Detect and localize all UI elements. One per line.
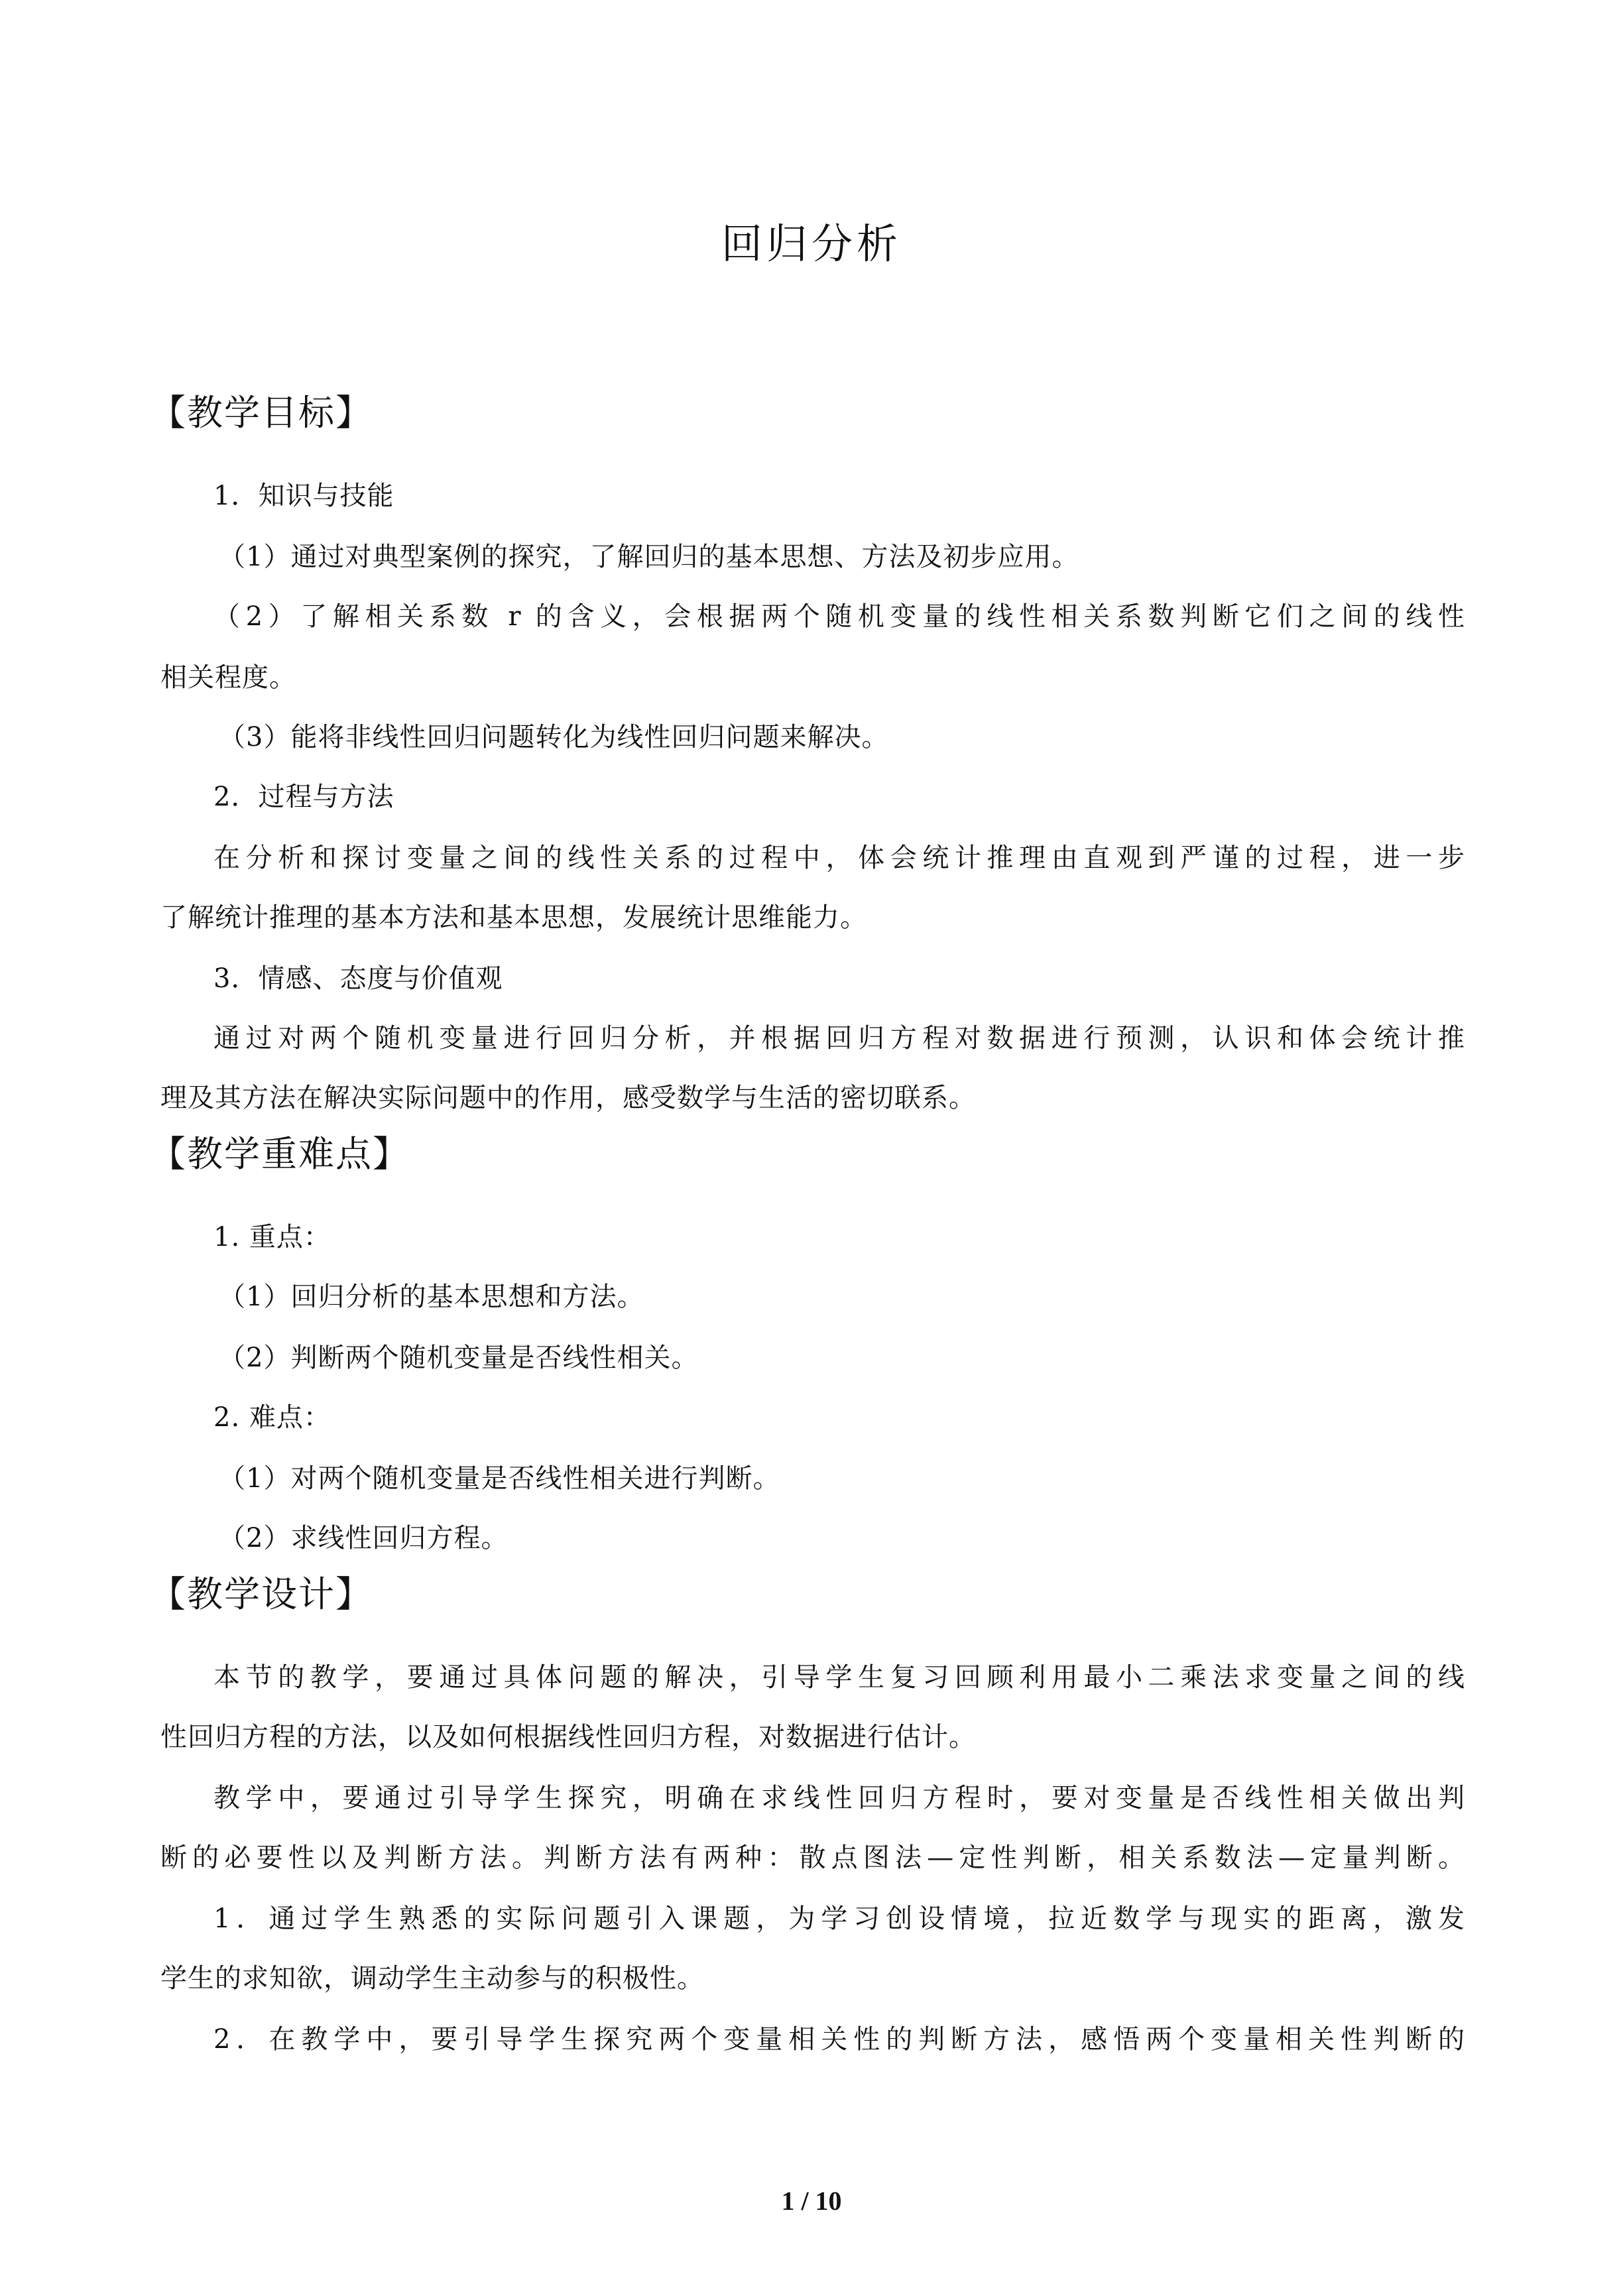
objectives-line: 1．知识与技能	[213, 481, 394, 511]
design-line: 本节的教学，要通过具体问题的解决，引导学生复习回顾利用最小二乘法求变量之间的线	[213, 1662, 1465, 1693]
section-heading-design: 【教学设计】	[150, 1573, 373, 1615]
objectives-line: （1）通过对典型案例的探究，了解回归的基本思想、方法及初步应用。	[219, 542, 1079, 572]
section-heading-objectives: 【教学目标】	[150, 392, 373, 434]
design-line: 1．通过学生熟悉的实际问题引入课题，为学习创设情境，拉近数学与现实的距离，激发	[213, 1903, 1465, 1934]
objectives-line: 了解统计推理的基本方法和基本思想，发展统计思维能力。	[160, 902, 867, 933]
key-points-line: （2）求线性回归方程。	[219, 1523, 509, 1553]
key-points-line: （2）判断两个随机变量是否线性相关。	[219, 1343, 699, 1373]
key-points-line: 1. 重点：	[213, 1222, 331, 1252]
section-heading-key-points: 【教学重难点】	[150, 1133, 410, 1175]
objectives-line: 通过对两个随机变量进行回归分析，并根据回归方程对数据进行预测，认识和体会统计推	[213, 1023, 1465, 1054]
objectives-line: （3）能将非线性回归问题转化为线性回归问题来解决。	[219, 722, 889, 753]
design-line: 教学中，要通过引导学生探究，明确在求线性回归方程时，要对变量是否线性相关做出判	[213, 1783, 1465, 1813]
key-points-line: 2. 难点：	[213, 1402, 331, 1433]
objectives-line: 在分析和探讨变量之间的线性关系的过程中，体会统计推理由直观到严谨的过程，进一步	[213, 843, 1465, 873]
objectives-line: 理及其方法在解决实际问题中的作用，感受数学与生活的密切联系。	[160, 1083, 976, 1113]
page-title: 回归分析	[721, 219, 902, 268]
objectives-line: 相关程度。	[160, 662, 296, 693]
key-points-line: （1）对两个随机变量是否线性相关进行判断。	[219, 1463, 780, 1494]
objectives-line: （2）了解相关系数 r 的含义，会根据两个随机变量的线性相关系数判断它们之间的线性	[213, 601, 1465, 632]
key-points-line: （1）回归分析的基本思想和方法。	[219, 1282, 644, 1312]
design-line: 性回归方程的方法，以及如何根据线性回归方程，对数据进行估计。	[160, 1722, 976, 1752]
objectives-line: 2．过程与方法	[213, 782, 394, 812]
objectives-line: 3．情感、态度与价值观	[213, 963, 503, 994]
page-number: 1 / 10	[781, 2186, 842, 2216]
design-line: 学生的求知欲，调动学生主动参与的积极性。	[160, 1963, 704, 1994]
design-line: 2．在教学中，要引导学生探究两个变量相关性的判断方法，感悟两个变量相关性判断的	[213, 2024, 1465, 2055]
design-line: 断的必要性以及判断方法。判断方法有两种：散点图法—定性判断，相关系数法—定量判断。	[160, 1843, 1465, 1873]
